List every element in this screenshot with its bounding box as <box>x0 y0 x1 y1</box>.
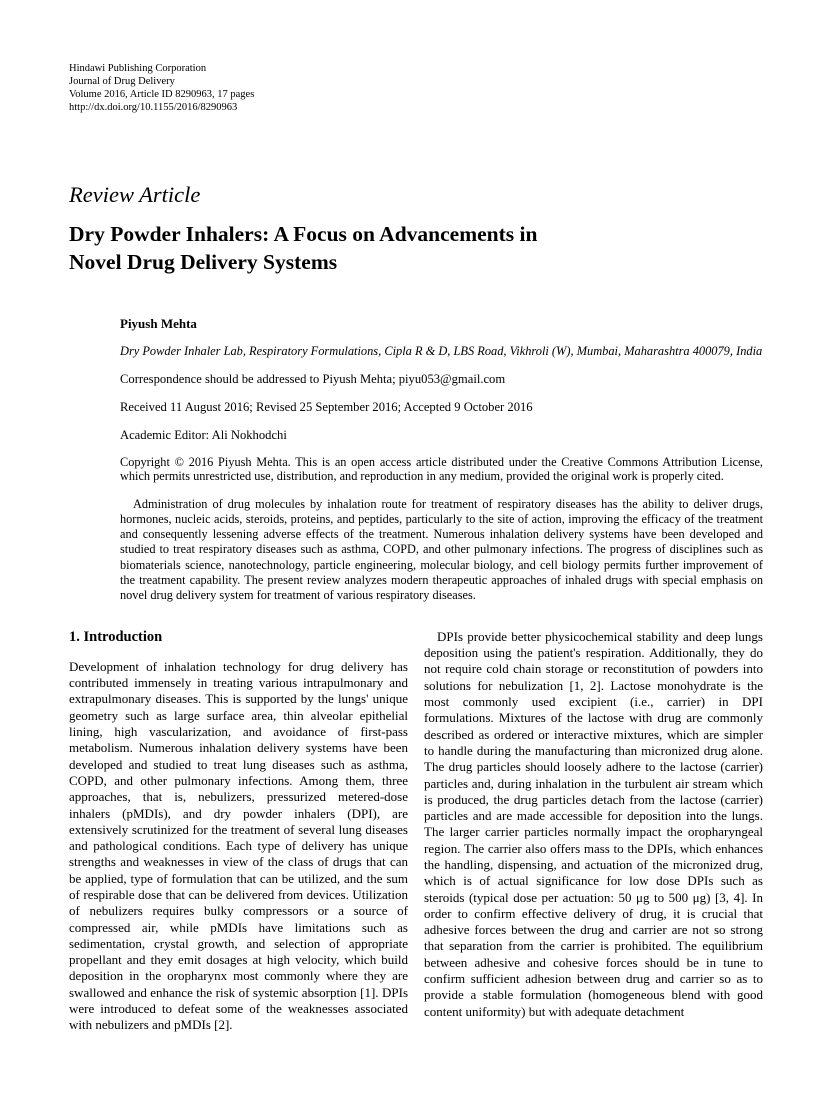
column-left <box>69 629 408 1034</box>
column-right <box>424 629 763 1034</box>
article-title <box>69 220 763 276</box>
journal-name: Journal of Drug Delivery <box>69 76 175 87</box>
article-type-label: Review Article <box>69 182 201 207</box>
publisher-name: Hindawi Publishing Corporation <box>69 63 207 74</box>
correspondence-line: Correspondence should be addressed to Piyush Mehta; piyu053@gmail.com <box>120 372 506 386</box>
section-heading-introduction: 1. Introduction <box>69 628 163 645</box>
received-revised-accepted-line: Received 11 August 2016; Revised 25 September 2016; Accepted 9 October 2016 <box>120 400 533 414</box>
author-affiliation: Dry Powder Inhaler Lab, Respiratory Formulations, Cipla R & D, LBS Road, Vikhroli (W), Mumbai, Maharashtra 400079, India <box>120 344 763 358</box>
introduction-paragraph-1: Development of inhalation technology for drug delivery has contributed immensely in treating various intrapulmonary and extrapulmonary diseases. This is supported by the lungs' unique geometry such as large surface area, thin alveolar epithelial lining, high vascularization, and avoidance of first-pass metabolism. Numerous inhalation delivery systems have been developed and studied to treat lung diseases such as asthma, COPD, and other pulmonary infections. Among them, three approaches, that is, nebulizers, pressurized metered-dose inhalers (pMDIs), and dry powder inhalers (DPI), are extensively scrutinized for the treatment of several lung diseases and pathological conditions. Each type of delivery has unique strengths and weaknesses in view of the class of drugs that can be applied, type of formulation that can be utilized, and the sum of respirable dose that can be delivered from devices. Utilization of nebulizers requires bulky compressors or a source of compressed air, while pMDIs have limitations such as sedimentation, crystal growth, and selection of appropriate propellant and they emit dosages at high velocity, which build deposition in the oropharynx most commonly where they are swallowed and enhance the risk of systemic absorption [1]. DPIs were introduced to defeat some of the weaknesses associated with nebulizers and pMDIs [2]. <box>69 658 408 1033</box>
article-title-line-2: Novel Drug Delivery Systems <box>69 250 338 274</box>
volume-info: Volume 2016, Article ID 8290963, 17 pages <box>69 89 255 100</box>
copyright-notice: Copyright © 2016 Piyush Mehta. This is an open access article distributed under the Creative Commons Attribution License, which permits unrestricted use, distribution, and reproduction in any medium, provided the original work is properly cited. <box>120 455 763 483</box>
academic-editor-line: Academic Editor: Ali Nokhodchi <box>120 428 287 442</box>
article-body <box>69 629 763 1034</box>
author-name: Piyush Mehta <box>120 316 197 331</box>
introduction-paragraph-2: DPIs provide better physicochemical stability and deep lungs deposition using the patient's respiration. Additionally, they do not require cold chain storage or reconstitution of powders into solutions for nebulization [1, 2]. Lactose monohydrate is the most commonly used excipient (i.e., carrier) in DPI formulations. Mixtures of the lactose with drug are commonly described as ordered or interactive mixtures, which are simpler to handle during the manufacturing than micronized drug alone. The drug particles should loosely adhere to the lactose (carrier) particles and, during inhalation in the turbulent air stream which is produced, the drug particles detach from the lactose (carrier) particles and are made accessible for deposition into the lungs. The larger carrier particles normally impact the oropharyngeal region. The carrier also offers mass to the DPIs, which enhances the handling, dispensing, and actuation of the micronized drug, which is of actual significance for low dose DPIs such as steroids (typical dose per actuation: 50 μg to 500 μg) [3, 4]. In order to confirm effective delivery of drug, it is crucial that adhesive forces between the drug and carrier are not so strong that separation from the carrier is prohibited. The equilibrium between adhesive and cohesive forces should be in tune to confirm sufficient adhesion between drug and carrier so as to provide a stable formulation (homogeneous blend with good content uniformity) but with adequate detachment <box>424 628 763 1019</box>
article-meta <box>120 316 763 603</box>
article-title-line-1: Dry Powder Inhalers: A Focus on Advancements in <box>69 222 538 246</box>
publisher-header <box>69 62 763 114</box>
abstract-text: Administration of drug molecules by inhalation route for treatment of respiratory diseases has the ability to deliver drugs, hormones, nucleic acids, steroids, proteins, and peptides, particularly to the site of action, improving the efficacy of the treatment and consequently lessening adverse effects of the treatment. Numerous inhalation delivery systems have been developed and studied to treat respiratory diseases such as asthma, COPD, and other pulmonary infections. The progress of disciplines such as biomaterials science, nanotechnology, particle engineering, molecular biology, and cell biology permits further improvement of the treatment capability. The present review analyzes modern therapeutic approaches of inhaled drugs with special emphasis on novel drug delivery system for treatment of various respiratory diseases. <box>120 497 763 602</box>
doi-text: http://dx.doi.org/10.1155/2016/8290963 <box>69 102 238 113</box>
